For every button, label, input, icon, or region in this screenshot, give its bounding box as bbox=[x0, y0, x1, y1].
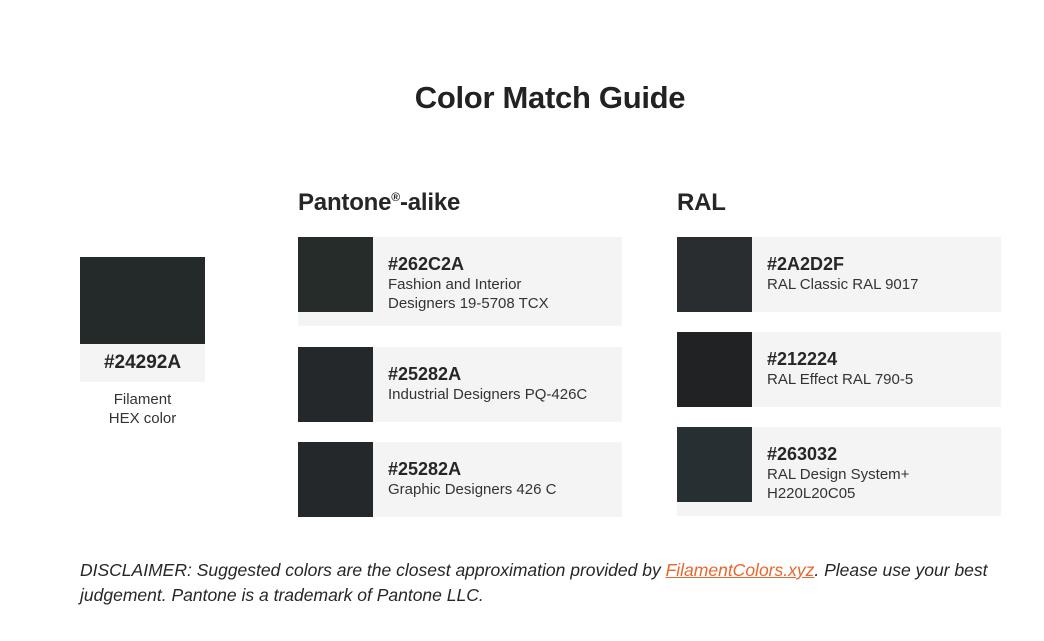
registered-mark: ® bbox=[391, 190, 400, 204]
pantone-hex-value: #262C2A bbox=[388, 254, 465, 274]
ral-swatch bbox=[677, 237, 752, 312]
disclaimer-text-before: DISCLAIMER: Suggested colors are the closest approximation provided by bbox=[80, 560, 666, 580]
pantone-heading-suffix: -alike bbox=[399, 189, 461, 216]
pantone-match-info bbox=[373, 442, 613, 517]
filament-swatch bbox=[80, 257, 205, 344]
pantone-description-line2: Designers 19-5708 TCX bbox=[388, 295, 549, 312]
ral-match-card bbox=[677, 427, 1001, 516]
ral-match-card bbox=[677, 237, 1001, 312]
ral-description-line1: RAL Design System+ bbox=[767, 466, 910, 483]
ral-description-line1: RAL Classic RAL 9017 bbox=[767, 276, 919, 293]
pantone-match-info bbox=[373, 347, 613, 422]
filament-hex-value: #24292A bbox=[80, 344, 205, 382]
ral-match-info bbox=[752, 427, 992, 516]
ral-hex-value: #263032 bbox=[767, 444, 838, 464]
ral-description-line2: H220L20C05 bbox=[767, 485, 856, 502]
pantone-swatch bbox=[298, 442, 373, 517]
pantone-match-info bbox=[373, 237, 613, 326]
pantone-match-card bbox=[298, 237, 622, 326]
filament-caption bbox=[80, 390, 205, 428]
ral-match-card bbox=[677, 332, 1001, 407]
pantone-description-line1: Industrial Designers PQ-426C bbox=[388, 386, 588, 403]
ral-description-line1: RAL Effect RAL 790-5 bbox=[767, 371, 914, 388]
ral-hex-value: #212224 bbox=[767, 349, 838, 369]
disclaimer-text-after: . Please use your best judgement. Pantone is a trademark of Pantone LLC. bbox=[80, 560, 988, 605]
pantone-description-line1: Fashion and Interior bbox=[388, 276, 522, 293]
ral-hex-value: #2A2D2F bbox=[767, 254, 845, 274]
pantone-swatch bbox=[298, 347, 373, 422]
pantone-match-card bbox=[298, 347, 622, 422]
pantone-heading bbox=[298, 189, 460, 217]
filament-color-block bbox=[80, 257, 205, 428]
ral-match-info bbox=[752, 332, 992, 407]
pantone-swatch bbox=[298, 237, 373, 312]
pantone-match-card bbox=[298, 442, 622, 517]
ral-swatch bbox=[677, 332, 752, 407]
ral-swatch bbox=[677, 427, 752, 502]
ral-match-info bbox=[752, 237, 992, 312]
ral-heading: RAL bbox=[677, 189, 726, 216]
pantone-hex-value: #25282A bbox=[388, 364, 462, 384]
filament-caption-line2: HEX color bbox=[108, 410, 177, 427]
page-title: Color Match Guide bbox=[414, 80, 686, 115]
disclaimer bbox=[80, 558, 1040, 608]
pantone-description-line1: Graphic Designers 426 C bbox=[388, 481, 557, 498]
pantone-heading-main: Pantone bbox=[298, 189, 392, 216]
filamentcolors-link[interactable]: FilamentColors.xyz bbox=[665, 560, 815, 580]
filament-caption-line1: Filament bbox=[113, 391, 172, 408]
pantone-hex-value: #25282A bbox=[388, 459, 462, 479]
